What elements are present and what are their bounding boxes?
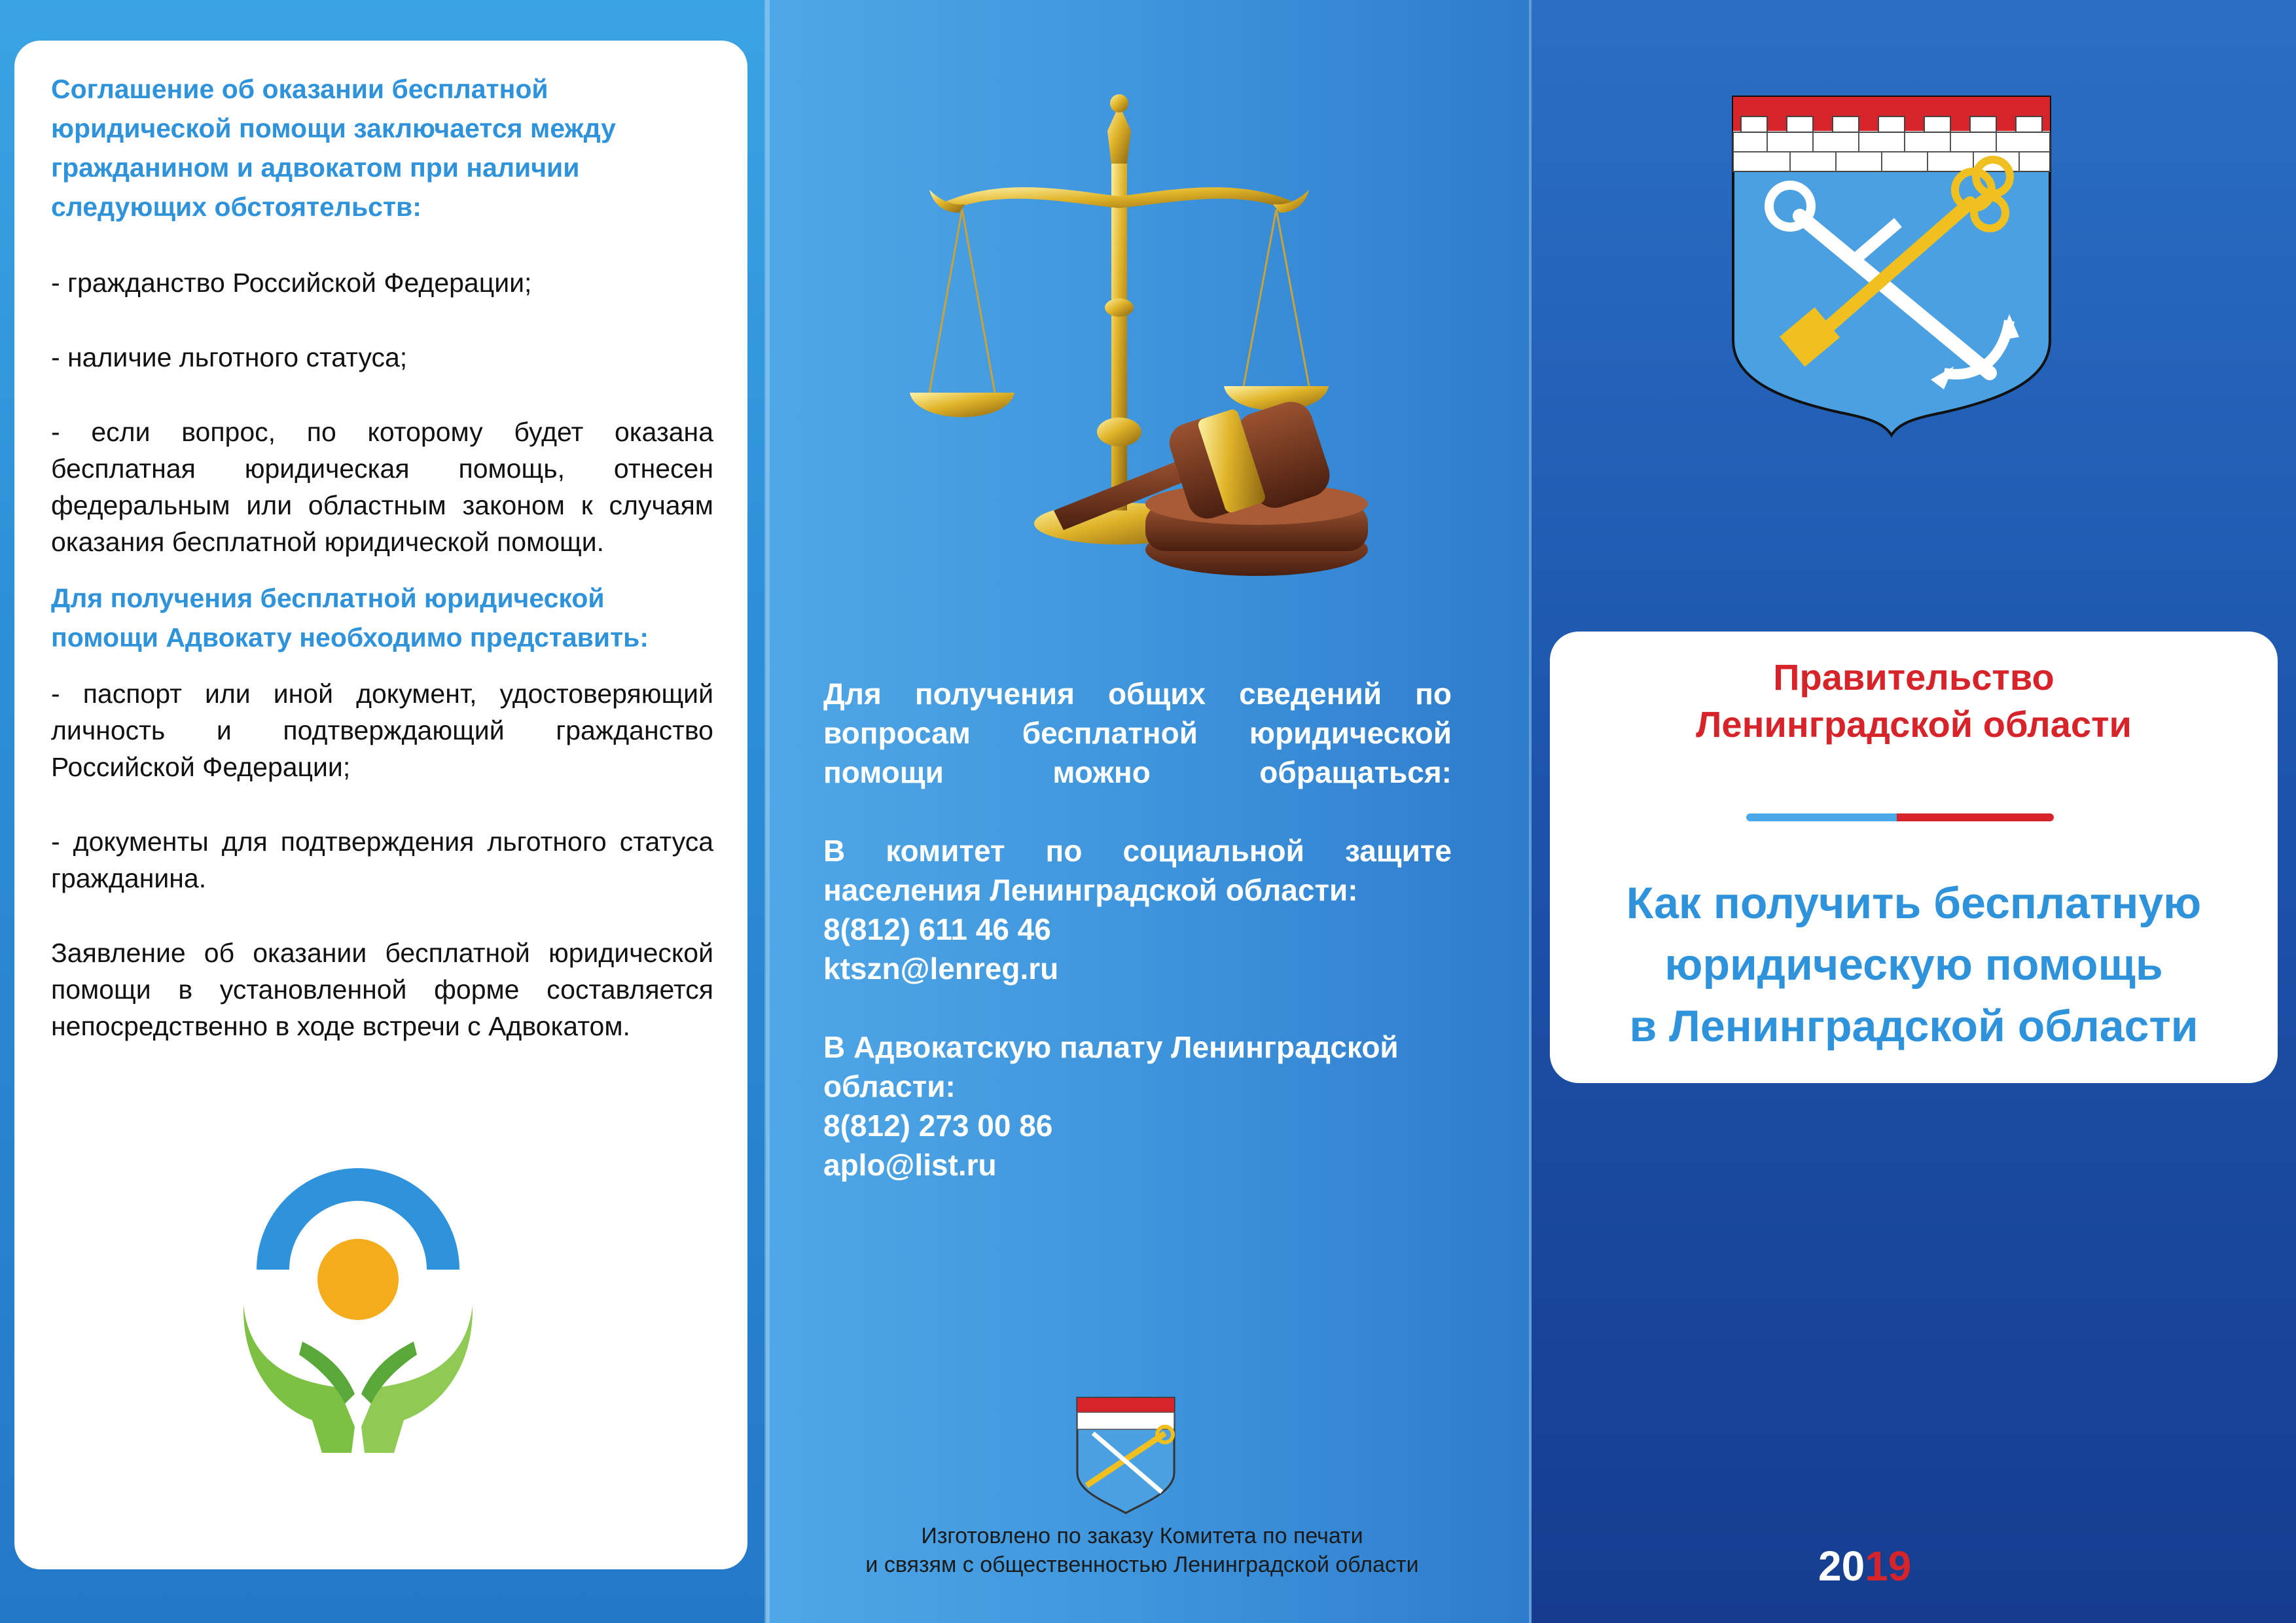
- government-title: [1550, 654, 2278, 748]
- document-passport: - паспорт или иной документ, удостоверяющий личность и подтверждающий гражданство Российской Федерации;: [51, 679, 713, 782]
- year-label: [1818, 1543, 1911, 1589]
- condition-citizenship: - гражданство Российской Федерации;: [51, 268, 532, 298]
- gov-line2: Ленинградской области: [1696, 704, 2132, 745]
- title-line1: Как получить бесплатную: [1626, 878, 2202, 928]
- bar-name: В Адвокатскую палату Ленинградской области:: [823, 1030, 1399, 1103]
- contacts-block: [823, 674, 1452, 1224]
- condition-law: - если вопрос, по которому будет оказана бесплатная юридическая помощь, отнесен федеральным или областным законом к случаям оказания бесплатной юридической помощи.: [51, 417, 713, 557]
- hands-with-sun-logo: [230, 1145, 486, 1459]
- year-part2: 19: [1865, 1543, 1912, 1590]
- credits: [785, 1522, 1499, 1579]
- agreement-heading: Соглашение об оказании бесплатной юридической помощи заключается между гражданином и адвокатом при наличии следующих обстоятельств:: [51, 74, 616, 222]
- document-status: - документы для подтверждения льготного статуса гражданина.: [51, 827, 713, 893]
- documents-heading: Для получения бесплатной юридической помощи Адвокату необходимо представить:: [51, 583, 649, 652]
- main-title: [1550, 872, 2278, 1057]
- leningrad-oblast-coat-of-arms: [1728, 92, 2055, 438]
- title-card: [1550, 632, 2278, 1083]
- bar-contact: [823, 1027, 1452, 1185]
- gov-line1: Правительство: [1773, 656, 2054, 698]
- scales-of-justice-icon: [903, 92, 1401, 615]
- title-divider: [1746, 813, 2054, 821]
- credits-line1: Изготовлено по заказу Комитета по печати: [921, 1524, 1363, 1548]
- title-line2: юридическую помощь: [1664, 940, 2163, 990]
- title-line3: в Ленинградской области: [1629, 1001, 2198, 1051]
- committee-phone: 8(812) 611 46 46: [823, 912, 1051, 946]
- committee-email: ktszn@lenreg.ru: [823, 952, 1059, 986]
- application-note: Заявление об оказании бесплатной юридической помощи в установленной форме составляется непосредственно в ходе встречи с Адвокатом.: [51, 938, 713, 1041]
- fold-line: [764, 0, 770, 1623]
- committee-name: В комитет по социальной защите населения Ленинградской области:: [823, 834, 1452, 907]
- committee-contact: [823, 831, 1452, 988]
- leningrad-oblast-coat-of-arms: [1073, 1394, 1178, 1515]
- condition-status: - наличие льготного статуса;: [51, 342, 408, 372]
- bar-email: aplo@list.ru: [823, 1148, 997, 1182]
- credits-line2: и связям с общественностью Ленинградской области: [865, 1552, 1419, 1577]
- year-part1: 20: [1818, 1543, 1865, 1590]
- contacts-intro: Для получения общих сведений по вопросам бесплатной юридической помощи можно обращаться:: [823, 677, 1452, 789]
- bar-phone: 8(812) 273 00 86: [823, 1109, 1053, 1143]
